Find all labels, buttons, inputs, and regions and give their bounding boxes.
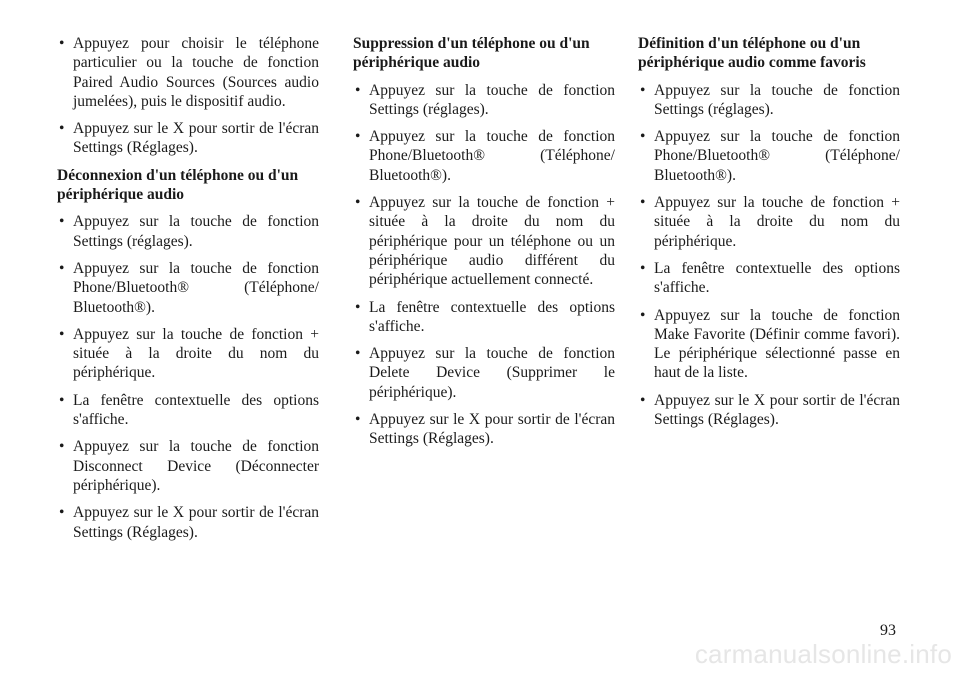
list-item: • Appuyez sur le X pour sortir de l'écran Settings (Réglages). (638, 391, 900, 430)
list-item: • La fenêtre contextuelle des options s'affiche. (57, 391, 319, 430)
list-item: • Appuyez sur la touche de fonction Disconnect Device (Déconnecter périphérique). (57, 437, 319, 495)
list-item: • Appuyez sur la touche de fonction Phone/Bluetooth® (Téléphone/ Bluetooth®). (638, 127, 900, 185)
list-item: • Appuyez sur le X pour sortir de l'écran Settings (Réglages). (57, 503, 319, 542)
column-3 (638, 34, 900, 437)
list-item: • La fenêtre contextuelle des options s'affiche. (353, 298, 615, 337)
delete-steps-list (353, 81, 615, 449)
watermark: carmanualsonline.info (694, 639, 952, 669)
section-heading-favorite: Définition d'un téléphone ou d'un périphérique audio comme favoris (638, 35, 866, 72)
list-item: • Appuyez sur la touche de fonction Phone/Bluetooth® (Téléphone/ Bluetooth®). (57, 259, 319, 317)
intro-list (57, 34, 319, 158)
list-item: • Appuyez sur la touche de fonction Settings (réglages). (353, 81, 615, 120)
list-item: • Appuyez sur la touche de fonction + située à la droite du nom du périphérique pour un téléphone ou un périphérique audio différent du périphérique actuellement connecté. (353, 193, 615, 289)
list-item: • Appuyez sur la touche de fonction Settings (réglages). (638, 81, 900, 120)
favorite-steps-list (638, 81, 900, 430)
list-item: • Appuyez sur la touche de fonction + située à la droite du nom du périphérique. (638, 193, 900, 251)
list-item: • Appuyez sur la touche de fonction Settings (réglages). (57, 212, 319, 251)
list-item: • Appuyez sur le X pour sortir de l'écran Settings (Réglages). (353, 410, 615, 449)
disconnect-steps-list (57, 212, 319, 541)
section-heading-delete: Suppression d'un téléphone ou d'un périphérique audio (353, 35, 590, 72)
section-heading-disconnect: Déconnexion d'un téléphone ou d'un périphérique audio (57, 166, 299, 204)
list-item: • Appuyez sur la touche de fonction + située à la droite du nom du périphérique. (57, 325, 319, 383)
list-item: • Appuyez sur le X pour sortir de l'écran Settings (Réglages). (57, 119, 319, 158)
column-2 (353, 34, 615, 457)
list-item: • Appuyez sur la touche de fonction Delete Device (Supprimer le périphérique). (353, 344, 615, 402)
list-item: • Appuyez pour choisir le téléphone particulier ou la touche de fonction Paired Audio Sources (Sources audio jumelées), puis le dispositif audio. (57, 34, 319, 111)
list-item: • Appuyez sur la touche de fonction Phone/Bluetooth® (Téléphone/ Bluetooth®). (353, 127, 615, 185)
page-number: 93 (880, 622, 896, 639)
column-1 (57, 34, 319, 550)
list-item: • Appuyez sur la touche de fonction Make Favorite (Définir comme favori). Le périphérique sélectionné passe en haut de la liste. (638, 306, 900, 383)
list-item: • La fenêtre contextuelle des options s'affiche. (638, 259, 900, 298)
